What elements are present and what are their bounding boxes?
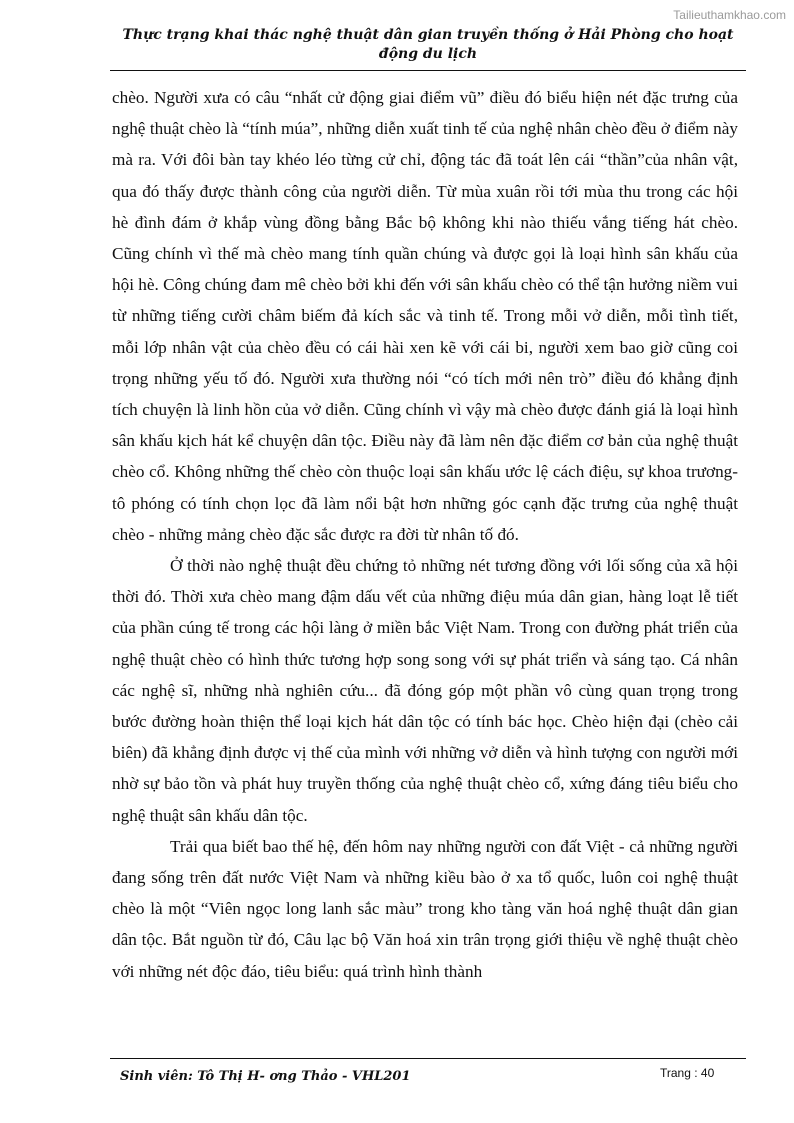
paragraph-3: Trải qua biết bao thế hệ, đến hôm nay những người con đất Việt - cả những người đang sống trên đất nước Việt Nam và những kiều bào ở xa tổ quốc, luôn coi nghệ thuật chèo là một “Viên ngọc long lanh sắc màu” trong kho tàng văn hoá nghệ thuật dân gian dân tộc. Bắt nguồn từ đó, Câu lạc bộ Văn hoá xin trân trọng giới thiệu về nghệ thuật chèo với những nét độc đáo, tiêu biểu: quá trình hình thành xyxy=(112,836,738,981)
header-divider xyxy=(110,70,746,71)
watermark: Tailieuthamkhao.com xyxy=(673,8,786,22)
footer-author: Sinh viên: Tô Thị H- ơng Thảo - VHL201 xyxy=(120,1069,411,1084)
paragraph-2: Ở thời nào nghệ thuật đều chứng tỏ những nét tương đồng với lối sống của xã hội thời đó. Thời xưa chèo mang đậm dấu vết của những điệu múa dân gian, hàng loạt lễ tiết của phần cúng tế trong các hội làng ở miền bắc Việt Nam. Trong con đường phát triển của nghệ thuật chèo có hình thức tương hợp song song với sự phát triển và sáng tạo. Cá nhân các nghệ sĩ, những nhà nghiên cứu... đã đóng góp một phần vô cùng quan trọng trong bước đường hoàn thiện thể loại kịch hát dân tộc có tính bác học. Chèo hiện đại (chèo cải biên) đã khẳng định được vị thế của mình với những vở diễn và hình tượng con người mới nhờ sự bảo tồn và phát huy truyền thống của nghệ thuật chèo cổ, xứng đáng tiêu biểu cho nghệ thuật sân khấu dân tộc. xyxy=(112,556,738,825)
paragraph-1: chèo. Người xưa có câu “nhất cử động giai điểm vũ” điều đó biểu hiện nét đặc trưng của nghệ thuật chèo là “tính múa”, những diễn xuất tinh tế của nghệ nhân chèo đều ở điểm này mà ra. Với đôi bàn tay khéo léo từng cử chỉ, động tác đã toát lên cái “thần”của nhân vật, qua đó thấy được thành công của người diễn. Từ mùa xuân rồi tới mùa thu trong các hội hè đình đám ở khắp vùng đồng bằng Bắc bộ không khi nào thiếu vắng tiếng hát chèo. Cũng chính vì thế mà chèo mang tính quần chúng và được gọi là loại hình sân khấu của hội hè. Công chúng đam mê chèo bởi khi đến với sân khấu chèo có thể tận hưởng niềm vui từ những tiếng cười châm biếm đả kích sắc và tinh tế. Trong mỗi vở diễn, mỗi tình tiết, mỗi lớp nhân vật của chèo đều có cái hài xen kẽ với cái bi, người xem bao giờ cũng coi trọng những yếu tố đó. Người xưa thường nói “có tích mới nên trò” điều đó khẳng định tích chuyện là linh hồn của vở diễn. Cũng chính vì vậy mà chèo được đánh giá là loại hình sân khấu kịch hát kể chuyện dân tộc. Điều này đã làm nên đặc điểm cơ bản của nghệ thuật chèo cổ. Không những thế chèo còn thuộc loại sân khấu ước lệ cách điệu, sự khoa trương- tô phóng có tính chọn lọc đã làm nổi bật hơn những góc cạnh đặc trưng của nghệ thuật chèo - những mảng chèo đặc sắc được ra đời từ nhân tố đó. xyxy=(112,88,738,544)
page-header-title: Thực trạng khai thác nghệ thuật dân gian truyền thống ở Hải Phòng cho hoạt động du lịch xyxy=(122,27,734,62)
document-body xyxy=(112,82,738,987)
footer-divider xyxy=(110,1058,746,1059)
page-number: Trang : 40 xyxy=(660,1066,715,1080)
